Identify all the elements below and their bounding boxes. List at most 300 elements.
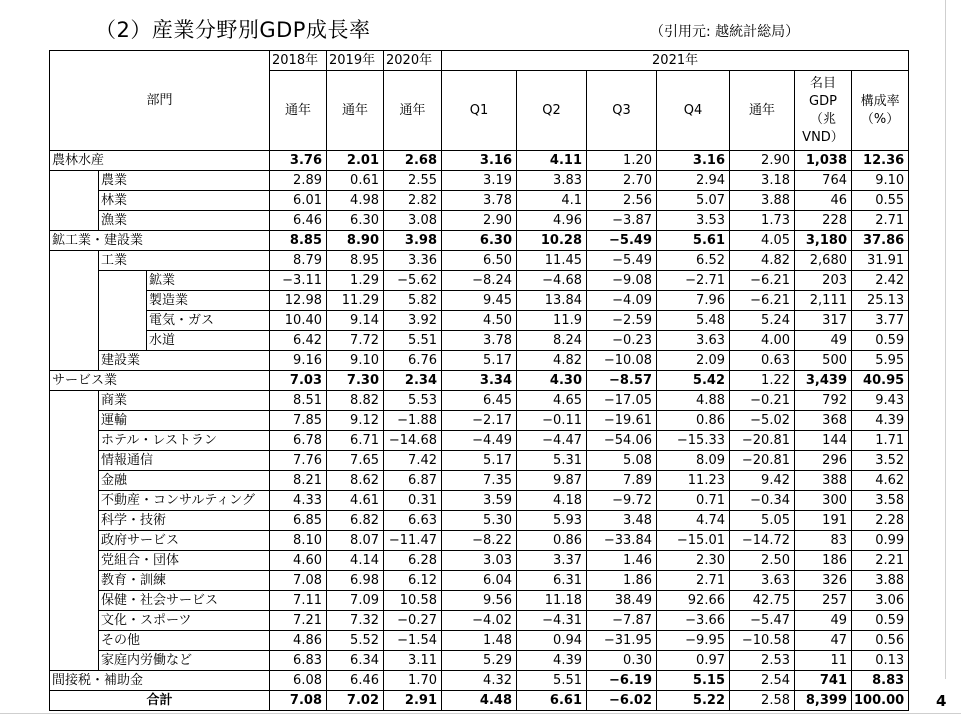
year-2021-header: 2021年 <box>442 51 909 71</box>
value-cell: 186 <box>795 551 852 571</box>
value-cell: 11.9 <box>517 311 587 331</box>
value-cell: 2.71 <box>657 571 730 591</box>
value-cell: 3.52 <box>852 451 909 471</box>
value-cell: 8.62 <box>327 471 384 491</box>
value-cell: 4.00 <box>730 331 795 351</box>
table-row <box>50 631 909 651</box>
value-cell: 9.12 <box>327 411 384 431</box>
table-row <box>50 551 909 571</box>
value-cell: 6.42 <box>270 331 327 351</box>
value-cell: 2.01 <box>327 151 384 171</box>
value-cell: −2.17 <box>442 411 517 431</box>
value-cell: −15.01 <box>657 531 730 551</box>
value-cell: 3.78 <box>442 331 517 351</box>
value-cell: 2.58 <box>730 691 795 711</box>
row-label: 保健・社会サービス <box>99 591 270 611</box>
value-cell: 4.74 <box>657 511 730 531</box>
value-cell: 5.08 <box>587 451 657 471</box>
value-cell: 4.82 <box>517 351 587 371</box>
value-cell: 7.42 <box>384 451 442 471</box>
value-cell: 7.09 <box>327 591 384 611</box>
value-cell: 8,399 <box>795 691 852 711</box>
table-row <box>50 331 909 351</box>
table-row <box>50 471 909 491</box>
value-cell: 2.42 <box>852 271 909 291</box>
row-indent <box>50 271 99 291</box>
value-cell: −10.08 <box>587 351 657 371</box>
value-cell: −5.49 <box>587 251 657 271</box>
table-row <box>50 611 909 631</box>
share-line-1: 構成率 <box>860 93 900 109</box>
q2-header: Q2 <box>517 71 587 151</box>
value-cell: 3.36 <box>384 251 442 271</box>
page-number: 4 <box>936 692 947 710</box>
value-cell: −5.49 <box>587 231 657 251</box>
value-cell: 1.73 <box>730 211 795 231</box>
value-cell: 6.28 <box>384 551 442 571</box>
value-cell: 2.28 <box>852 511 909 531</box>
row-indent <box>50 451 99 471</box>
value-cell: −4.49 <box>442 431 517 451</box>
table-row <box>50 211 909 231</box>
value-cell: 6.34 <box>327 651 384 671</box>
value-cell: 6.12 <box>384 571 442 591</box>
value-cell: 0.63 <box>730 351 795 371</box>
value-cell: −3.11 <box>270 271 327 291</box>
row-indent <box>50 211 99 231</box>
value-cell: 6.50 <box>442 251 517 271</box>
value-cell: 31.91 <box>852 251 909 271</box>
value-cell: 388 <box>795 471 852 491</box>
value-cell: −0.23 <box>587 331 657 351</box>
value-cell: −1.54 <box>384 631 442 651</box>
value-cell: 6.85 <box>270 511 327 531</box>
value-cell: 2.68 <box>384 151 442 171</box>
value-cell: 3.88 <box>730 191 795 211</box>
slide-border-right <box>945 0 946 679</box>
value-cell: 11 <box>795 651 852 671</box>
row-label: その他 <box>99 631 270 651</box>
row-label: 政府サービス <box>99 531 270 551</box>
row-indent <box>99 311 147 331</box>
value-cell: 7.76 <box>270 451 327 471</box>
value-cell: 9.56 <box>442 591 517 611</box>
value-cell: 3.19 <box>442 171 517 191</box>
row-label: 商業 <box>99 391 270 411</box>
value-cell: 1.29 <box>327 271 384 291</box>
value-cell: 1.46 <box>587 551 657 571</box>
value-cell: 3.37 <box>517 551 587 571</box>
row-indent <box>50 491 99 511</box>
value-cell: 4.82 <box>730 251 795 271</box>
table-row <box>50 451 909 471</box>
value-cell: −4.68 <box>517 271 587 291</box>
value-cell: −31.95 <box>587 631 657 651</box>
value-cell: 2.55 <box>384 171 442 191</box>
value-cell: 5.17 <box>442 451 517 471</box>
value-cell: 5.05 <box>730 511 795 531</box>
value-cell: 6.71 <box>327 431 384 451</box>
value-cell: 3.11 <box>384 651 442 671</box>
value-cell: 6.52 <box>657 251 730 271</box>
row-indent <box>50 171 99 191</box>
value-cell: 11.18 <box>517 591 587 611</box>
value-cell: −8.24 <box>442 271 517 291</box>
value-cell: 3.48 <box>587 511 657 531</box>
table-row <box>50 251 909 271</box>
value-cell: 5.42 <box>657 371 730 391</box>
value-cell: 7.96 <box>657 291 730 311</box>
value-cell: 5.61 <box>657 231 730 251</box>
gdp-growth-table <box>49 50 909 711</box>
value-cell: 100.00 <box>852 691 909 711</box>
value-cell: 4.32 <box>442 671 517 691</box>
value-cell: 257 <box>795 591 852 611</box>
table-row <box>50 531 909 551</box>
value-cell: 4.60 <box>270 551 327 571</box>
value-cell: −6.19 <box>587 671 657 691</box>
value-cell: 5.82 <box>384 291 442 311</box>
table-row <box>50 411 909 431</box>
value-cell: −5.47 <box>730 611 795 631</box>
value-cell: 6.98 <box>327 571 384 591</box>
value-cell: 4.33 <box>270 491 327 511</box>
value-cell: 1.86 <box>587 571 657 591</box>
value-cell: 0.71 <box>657 491 730 511</box>
value-cell: −19.61 <box>587 411 657 431</box>
value-cell: 368 <box>795 411 852 431</box>
value-cell: 7.03 <box>270 371 327 391</box>
row-indent <box>50 251 99 271</box>
value-cell: −0.27 <box>384 611 442 631</box>
value-cell: 2.94 <box>657 171 730 191</box>
value-cell: 300 <box>795 491 852 511</box>
value-cell: 10.40 <box>270 311 327 331</box>
value-cell: 9.16 <box>270 351 327 371</box>
value-cell: 8.90 <box>327 231 384 251</box>
value-cell: −9.95 <box>657 631 730 651</box>
value-cell: 0.30 <box>587 651 657 671</box>
row-label: 農林水産 <box>50 151 270 171</box>
share-header <box>852 71 909 151</box>
value-cell: 46 <box>795 191 852 211</box>
value-cell: 5.24 <box>730 311 795 331</box>
value-cell: 8.51 <box>270 391 327 411</box>
table-row <box>50 191 909 211</box>
value-cell: 4.30 <box>517 371 587 391</box>
value-cell: 4.18 <box>517 491 587 511</box>
row-label: 文化・スポーツ <box>99 611 270 631</box>
row-indent <box>50 511 99 531</box>
annual-2020-header: 通年 <box>384 71 442 151</box>
value-cell: 6.76 <box>384 351 442 371</box>
value-cell: −4.09 <box>587 291 657 311</box>
value-cell: 5.22 <box>657 691 730 711</box>
value-cell: −0.34 <box>730 491 795 511</box>
row-label: 運輸 <box>99 411 270 431</box>
value-cell: 6.78 <box>270 431 327 451</box>
year-2018-header: 2018年 <box>270 51 327 71</box>
value-cell: 3,180 <box>795 231 852 251</box>
value-cell: −9.72 <box>587 491 657 511</box>
value-cell: 2.89 <box>270 171 327 191</box>
table-row <box>50 171 909 191</box>
value-cell: 9.87 <box>517 471 587 491</box>
row-indent <box>50 291 99 311</box>
table-row <box>50 651 909 671</box>
value-cell: 1.22 <box>730 371 795 391</box>
value-cell: 3.16 <box>442 151 517 171</box>
row-label: 合計 <box>50 691 270 711</box>
value-cell: 5.30 <box>442 511 517 531</box>
value-cell: 3.06 <box>852 591 909 611</box>
value-cell: 741 <box>795 671 852 691</box>
value-cell: 8.10 <box>270 531 327 551</box>
table-row <box>50 231 909 251</box>
page-title: （2）産業分野別GDP成長率 <box>95 18 371 42</box>
value-cell: 7.11 <box>270 591 327 611</box>
sector-header: 部門 <box>50 51 270 151</box>
value-cell: 11.45 <box>517 251 587 271</box>
value-cell: 3.18 <box>730 171 795 191</box>
value-cell: 5.29 <box>442 651 517 671</box>
source-note: （引用元: 越統計総局） <box>650 24 800 40</box>
value-cell: 42.75 <box>730 591 795 611</box>
value-cell: −11.47 <box>384 531 442 551</box>
value-cell: 4.88 <box>657 391 730 411</box>
value-cell: 11.29 <box>327 291 384 311</box>
value-cell: 8.79 <box>270 251 327 271</box>
value-cell: 1.48 <box>442 631 517 651</box>
value-cell: 0.99 <box>852 531 909 551</box>
year-2020-header: 2020年 <box>384 51 442 71</box>
table-row <box>50 371 909 391</box>
value-cell: 3.34 <box>442 371 517 391</box>
value-cell: −2.59 <box>587 311 657 331</box>
value-cell: 0.31 <box>384 491 442 511</box>
value-cell: 3,439 <box>795 371 852 391</box>
q4-header: Q4 <box>657 71 730 151</box>
value-cell: 5.52 <box>327 631 384 651</box>
value-cell: 0.94 <box>517 631 587 651</box>
value-cell: 2.09 <box>657 351 730 371</box>
value-cell: 792 <box>795 391 852 411</box>
value-cell: 4.14 <box>327 551 384 571</box>
value-cell: 8.24 <box>517 331 587 351</box>
q1-header: Q1 <box>442 71 517 151</box>
value-cell: 7.08 <box>270 691 327 711</box>
value-cell: 2.50 <box>730 551 795 571</box>
value-cell: 0.59 <box>852 331 909 351</box>
table-row <box>50 351 909 371</box>
value-cell: 7.02 <box>327 691 384 711</box>
slide-border-bottom <box>0 713 961 714</box>
value-cell: 5.51 <box>384 331 442 351</box>
value-cell: 6.31 <box>517 571 587 591</box>
row-label: 党組合・団体 <box>99 551 270 571</box>
value-cell: 0.86 <box>657 411 730 431</box>
value-cell: 2.21 <box>852 551 909 571</box>
value-cell: 4.1 <box>517 191 587 211</box>
value-cell: 3.63 <box>730 571 795 591</box>
value-cell: 5.51 <box>517 671 587 691</box>
row-label: 不動産・コンサルティング <box>99 491 270 511</box>
value-cell: 40.95 <box>852 371 909 391</box>
nominal-gdp-line-3: （兆 <box>809 111 836 127</box>
annual-2018-header: 通年 <box>270 71 327 151</box>
row-indent <box>99 291 147 311</box>
row-label: 家庭内労働など <box>99 651 270 671</box>
row-label: 間接税・補助金 <box>50 671 270 691</box>
value-cell: −4.02 <box>442 611 517 631</box>
value-cell: −4.31 <box>517 611 587 631</box>
share-line-2: （%） <box>860 111 900 127</box>
value-cell: 1.71 <box>852 431 909 451</box>
value-cell: 5.15 <box>657 671 730 691</box>
value-cell: 3.88 <box>852 571 909 591</box>
table-row <box>50 391 909 411</box>
value-cell: 0.56 <box>852 631 909 651</box>
value-cell: 5.17 <box>442 351 517 371</box>
value-cell: −54.06 <box>587 431 657 451</box>
value-cell: −33.84 <box>587 531 657 551</box>
value-cell: 144 <box>795 431 852 451</box>
value-cell: −0.11 <box>517 411 587 431</box>
value-cell: 9.45 <box>442 291 517 311</box>
value-cell: 4.48 <box>442 691 517 711</box>
value-cell: 326 <box>795 571 852 591</box>
value-cell: 92.66 <box>657 591 730 611</box>
value-cell: 37.86 <box>852 231 909 251</box>
value-cell: −3.87 <box>587 211 657 231</box>
value-cell: 764 <box>795 171 852 191</box>
value-cell: 203 <box>795 271 852 291</box>
row-indent <box>50 551 99 571</box>
row-label: 科学・技術 <box>99 511 270 531</box>
value-cell: 11.23 <box>657 471 730 491</box>
value-cell: 4.98 <box>327 191 384 211</box>
value-cell: −6.21 <box>730 271 795 291</box>
row-indent <box>50 631 99 651</box>
value-cell: −10.58 <box>730 631 795 651</box>
row-indent <box>99 271 147 291</box>
value-cell: 8.21 <box>270 471 327 491</box>
value-cell: 2.90 <box>730 151 795 171</box>
row-indent <box>50 611 99 631</box>
value-cell: 3.83 <box>517 171 587 191</box>
value-cell: −8.22 <box>442 531 517 551</box>
value-cell: 3.59 <box>442 491 517 511</box>
value-cell: −4.47 <box>517 431 587 451</box>
row-label: 金融 <box>99 471 270 491</box>
value-cell: 228 <box>795 211 852 231</box>
value-cell: 13.84 <box>517 291 587 311</box>
value-cell: −6.02 <box>587 691 657 711</box>
value-cell: −9.08 <box>587 271 657 291</box>
value-cell: 7.35 <box>442 471 517 491</box>
q3-header: Q3 <box>587 71 657 151</box>
value-cell: 4.39 <box>852 411 909 431</box>
value-cell: 8.82 <box>327 391 384 411</box>
value-cell: 3.03 <box>442 551 517 571</box>
value-cell: 4.62 <box>852 471 909 491</box>
value-cell: −8.57 <box>587 371 657 391</box>
value-cell: 83 <box>795 531 852 551</box>
value-cell: 12.98 <box>270 291 327 311</box>
value-cell: 2,680 <box>795 251 852 271</box>
value-cell: 2,111 <box>795 291 852 311</box>
value-cell: 0.55 <box>852 191 909 211</box>
value-cell: −20.81 <box>730 431 795 451</box>
value-cell: −5.02 <box>730 411 795 431</box>
row-label: 鉱工業・建設業 <box>50 231 270 251</box>
value-cell: 3.63 <box>657 331 730 351</box>
value-cell: 6.30 <box>442 231 517 251</box>
value-cell: 2.56 <box>587 191 657 211</box>
value-cell: 2.53 <box>730 651 795 671</box>
row-label: ホテル・レストラン <box>99 431 270 451</box>
row-indent <box>50 351 99 371</box>
value-cell: 2.90 <box>442 211 517 231</box>
nominal-gdp-line-4: VND） <box>802 129 844 145</box>
table-row <box>50 311 909 331</box>
table-row <box>50 591 909 611</box>
table-row <box>50 291 909 311</box>
value-cell: 1,038 <box>795 151 852 171</box>
value-cell: 47 <box>795 631 852 651</box>
value-cell: 2.70 <box>587 171 657 191</box>
value-cell: 3.58 <box>852 491 909 511</box>
value-cell: −3.66 <box>657 611 730 631</box>
value-cell: 49 <box>795 611 852 631</box>
value-cell: 5.48 <box>657 311 730 331</box>
row-label: 電気・ガス <box>147 311 270 331</box>
value-cell: 9.10 <box>327 351 384 371</box>
value-cell: 6.46 <box>270 211 327 231</box>
value-cell: 6.30 <box>327 211 384 231</box>
row-label: 情報通信 <box>99 451 270 471</box>
value-cell: 2.34 <box>384 371 442 391</box>
value-cell: 3.78 <box>442 191 517 211</box>
value-cell: 0.86 <box>517 531 587 551</box>
value-cell: 4.86 <box>270 631 327 651</box>
row-label: 林業 <box>99 191 270 211</box>
value-cell: 8.07 <box>327 531 384 551</box>
value-cell: 4.39 <box>517 651 587 671</box>
value-cell: 4.50 <box>442 311 517 331</box>
row-label: 工業 <box>99 251 270 271</box>
value-cell: −2.71 <box>657 271 730 291</box>
value-cell: 6.45 <box>442 391 517 411</box>
value-cell: 8.85 <box>270 231 327 251</box>
value-cell: −14.72 <box>730 531 795 551</box>
value-cell: 7.85 <box>270 411 327 431</box>
table-row <box>50 431 909 451</box>
value-cell: 0.97 <box>657 651 730 671</box>
value-cell: 9.14 <box>327 311 384 331</box>
value-cell: 3.53 <box>657 211 730 231</box>
value-cell: 1.20 <box>587 151 657 171</box>
table-row <box>50 511 909 531</box>
value-cell: 7.72 <box>327 331 384 351</box>
value-cell: 8.95 <box>327 251 384 271</box>
value-cell: 6.87 <box>384 471 442 491</box>
value-cell: 3.16 <box>657 151 730 171</box>
row-indent <box>50 311 99 331</box>
value-cell: −20.81 <box>730 451 795 471</box>
value-cell: 7.65 <box>327 451 384 471</box>
nominal-gdp-line-1: 名目 <box>809 75 836 91</box>
